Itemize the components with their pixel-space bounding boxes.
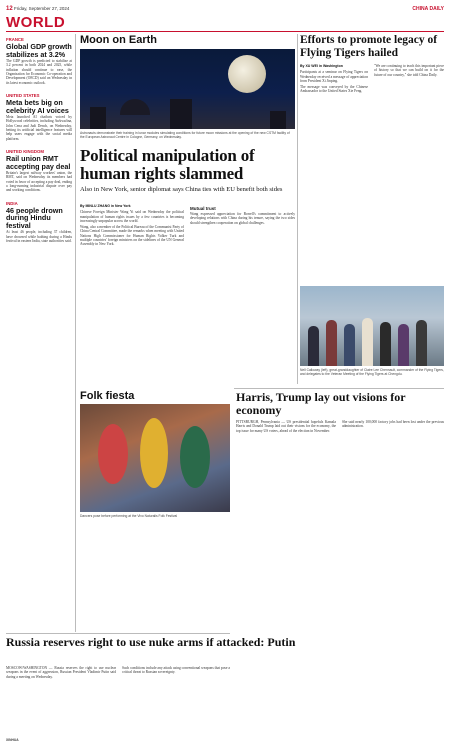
main-subhead: Mutual trust [190,206,216,211]
russia-headline: Russia reserves right to use nuke arms if attacked: Putin [6,635,296,649]
main-body-3: Wang expressed appreciation for Borrell's commitment to actively developing relations with China during his tenure, saying the two sides should strengthen cooperation on global challenges. [190,212,295,225]
harris-col1 [236,420,336,433]
dancer-shape [98,424,128,484]
person-shape [416,320,427,366]
person-shape [308,326,319,366]
harris-col2 [342,420,444,429]
tigers-col1 [300,64,368,94]
person-shape [380,322,391,366]
section-rule [6,31,444,32]
page-meta [6,6,69,12]
fiesta-title: Folk fiesta [80,390,135,402]
brief-body: Meta launched AI chatbots voiced by Hollywood celebrities, including Awkwafina, John Cena and Judi Dench, on Wednesday, betting its artificial intelligence features will help users engage with the social media platform. [6,115,72,141]
brief-body: The GDP growth is predicted to stabilize at 3.2 percent in both 2024 and 2025, while inflation should continue to ease, the Organisation for Economic Co-operation and Development (OECD) said on Wednesday in its latest economic outlook. [6,59,72,85]
brief-headline: Global GDP growth stabilizes at 3.2% [6,42,72,59]
brief-headline: Meta bets big on celebrity AI voices [6,97,69,115]
main-body-1: Chinese Foreign Minister Wang Yi said on Wednesday the political manipulation of human rights issues by a few countries is becoming increasingly unpopular across the world. [80,210,184,223]
tigers-body-3: "We are continuing to teach this important piece of history so that we can build on it for the future of our country," she told China Daily. [374,64,444,77]
photo-feature-title: Moon on Earth [80,34,157,46]
briefs-column [6,34,76,632]
person-shape [398,324,409,366]
brief-body: At least 46 people, including 37 children, have drowned while bathing during a Hindu festival in eastern India, state authorities said. [6,230,72,243]
person-shape [362,318,373,366]
section-rule [6,633,230,634]
agency-credit: XINHUA [6,738,19,742]
dome-shape [120,99,150,115]
tigers-col2 [374,64,444,77]
brief-location: INDIA [6,200,18,206]
moon-shape [228,55,266,93]
main-story-col2 [190,204,295,225]
main-body-2: Wang, also a member of the Political Bureau of the Communist Party of China Central Committee, made the remarks when meeting with United Nations High Commissioner for Human Rights Volker Turk and multiple countries' foreign ministers on the sidelines of the UN General Assembly in New York. [80,225,184,247]
dancer-shape [180,426,210,488]
main-headline: Political manipulation of human rights slammed [80,146,255,183]
building-shape [90,107,106,129]
section-title: WORLD [6,14,66,31]
building-shape [270,111,286,129]
section-rule [234,388,444,389]
brand-name: CHINA DAILY [412,6,444,12]
tigers-byline: By XU WEI in Washington [300,64,343,68]
russia-body-1: MOSCOW/WASHINGTON — Russia reserves the right to use nuclear weapons in the event of aggression, Russian President Vladimir Putin said during a meeting on Wednesday. [6,666,116,679]
brief-item [6,93,72,141]
building-shape [170,99,192,129]
moon-caption: Astronauts demonstrate their training in lunar modules simulating conditions for future moon missions at the opening of the new CSTM facility of the European Astronaut Centre in Cologne, Germany, on Wednesday. [80,131,290,139]
main-deck: Also in New York, senior diplomat says China ties with EU benefit both sides [80,186,283,193]
brief-item [6,201,72,244]
flying-tigers-headline: Efforts to promote legacy of Flying Tigers hailed [300,34,438,59]
brief-item [6,149,72,193]
page-header [6,4,444,14]
brief-headline: 46 people drown during Hindu festival [6,205,63,230]
tigers-body-1: Participants at a seminar on Flying Tigers on Wednesday received a message of appreciation from President Xi Jinping. [300,70,368,83]
brief-body: Britain's largest railway workers' union, the RMT, said on Wednesday its members had voted in favor of accepting a pay deal, ending a long-running industrial dispute over pay and working conditions. [6,171,72,193]
person-shape [344,324,355,366]
brief-location: FRANCE [6,37,24,42]
column-rule [297,34,298,384]
main-story-col1 [80,204,184,247]
russia-body-2: Such conditions include any attack using conventional weapons that pose a critical threat to Russian sovereignty. [122,666,230,675]
brief-location: UNITED STATES [6,92,40,98]
tigers-caption: Nell Calloway (left), great-granddaughter of Claire Lee Chennault, commander of the Flying Tigers, and delegates to the Veteran Meeting of the Flying Tigers at Chengdu. [300,368,444,376]
dancer-shape [140,418,168,488]
harris-body-1: PITTSBURGH, Pennsylvania — US presidential hopefuls Kamala Harris and Donald Trump laid out their visions for the economy, the top issue for many US voters, ahead of the election in November. [236,420,336,433]
tigers-photo [300,286,444,366]
main-byline: By MINLU ZHANG in New York [80,204,131,208]
brief-headline: Rail union RMT accepting pay deal [6,153,71,171]
harris-body-2: She said nearly 100,000 factory jobs had been lost under the previous administration. [342,420,444,429]
fiesta-photo [80,404,230,512]
fiesta-caption: Dancers pose before performing at the Vivo Naturalis Folk Festival [80,514,178,518]
brief-location: UNITED KINGDOM [6,148,44,154]
russia-col2 [122,666,230,675]
tigers-body-2: The message was conveyed by the Chinese Ambassador to the United States Xie Feng. [300,85,368,94]
brief-item [6,37,72,85]
person-shape [326,320,337,366]
moon-photo [80,49,295,129]
page-number: 12 [6,6,13,12]
edition-date: Friday, September 27, 2024 [13,6,70,11]
harris-headline: Harris, Trump lay out visions for economy [236,390,406,417]
russia-col1 [6,666,116,679]
